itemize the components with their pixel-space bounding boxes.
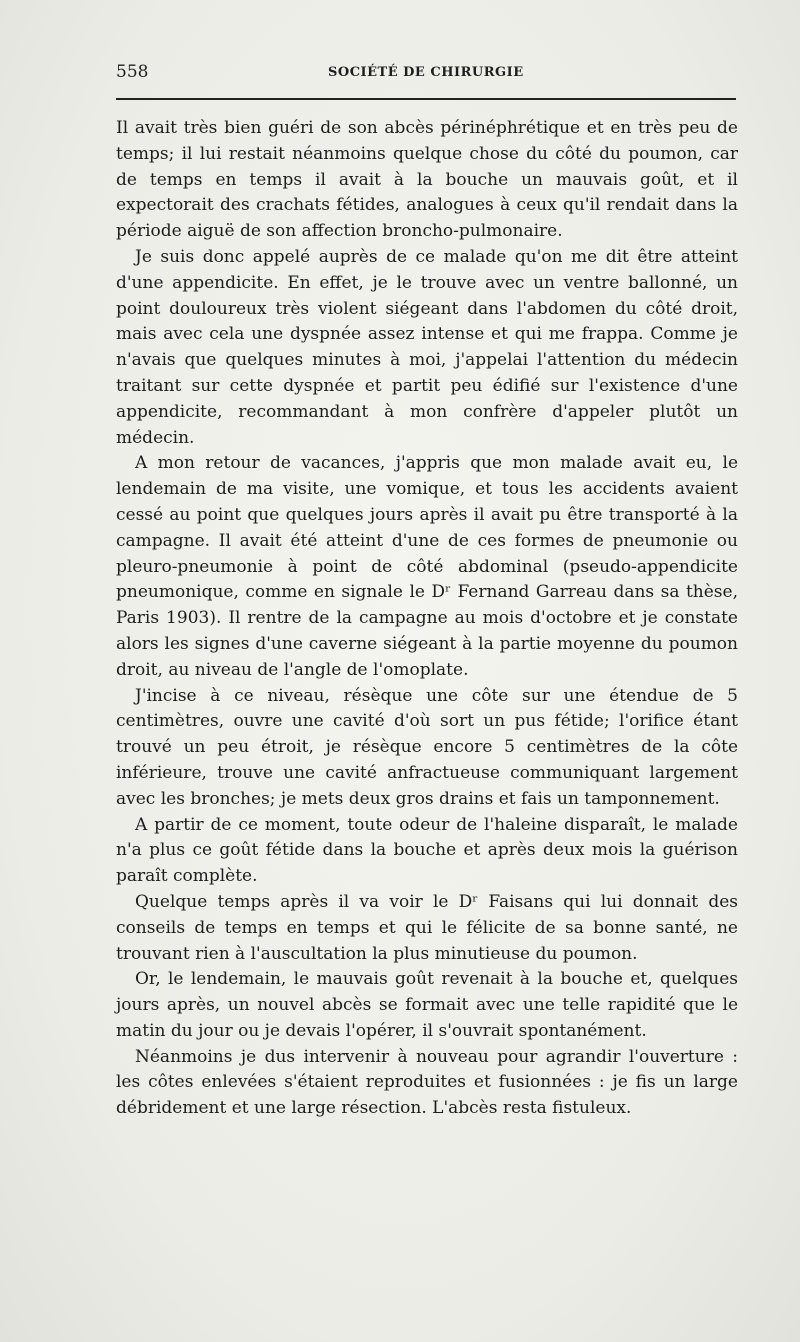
- page-number: 558: [116, 62, 149, 82]
- running-title: SOCIÉTÉ DE CHIRURGIE: [328, 65, 524, 80]
- paragraph: A partir de ce moment, toute odeur de l'haleine disparaît, le malade n'a plus ce goût fétide dans la bouche et après deux mois la guérison paraît complète.: [116, 814, 738, 887]
- paragraph: Or, le lendemain, le mauvais goût revenait à la bouche et, quelques jours après, un nouvel abcès se formait avec une telle rapidité que le matin du jour ou je devais l'opérer, il s'ouvrait spontanément.: [116, 969, 738, 1041]
- paragraph: J'incise à ce niveau, résèque une côte sur une étendue de 5 centimètres, ouvre une cavité d'où sort un pus fétide; l'orifice étant trouvé un peu étroit, je résèque encore 5 centimètres de la côte inférieure, trouve une cavité anfractueuse communiquant largement avec les bronches; je mets deux gros drains et fais un tamponnement.: [116, 685, 738, 809]
- paragraph: A mon retour de vacances, j'appris que mon malade avait eu, le lendemain de ma visite, une vomique, et tous les accidents avaient cessé au point que quelques jours après il avait pu être transporté à la campagne. Il avait été atteint d'une de ces formes de pneumonie ou pleuro-pneumonie à point de côté abdominal (pseudo-appendicite pneumonique, comme en signale le Dʳ Fernand Garreau dans sa thèse, Paris 1903). Il rentre de la campagne au mois d'octobre et je constate alors les signes d'une caverne siégeant à la partie moyenne du poumon droit, au niveau de l'angle de l'omoplate.: [116, 453, 738, 680]
- paragraph: Quelque temps après il va voir le Dʳ Faisans qui lui donnait des conseils de temps en temps et qui le félicite de sa bonne santé, ne trouvant rien à l'auscultation la plus minutieuse du poumon.: [116, 891, 738, 964]
- paragraph: Il avait très bien guéri de son abcès périnéphrétique et en très peu de temps; il lui restait néanmoins quelque chose du côté du poumon, car de temps en temps il avait à la bouche un mauvais goût, et il expectorait des crachats fétides, analogues à ceux qu'il rendait dans la période aiguë de son affection broncho-pulmonaire.: [116, 118, 738, 242]
- header-rule: [116, 98, 736, 100]
- paragraph: Néanmoins je dus intervenir à nouveau pour agrandir l'ouverture : les côtes enlevées s'étaient reproduites et fusionnées : je fis un large débridement et une large résection. L'abcès resta fistuleux.: [116, 1046, 738, 1119]
- page-header: [116, 62, 736, 84]
- body-text: [116, 116, 738, 1122]
- paragraph: Je suis donc appelé auprès de ce malade qu'on me dit être atteint d'une appendicite. En effet, je le trouve avec un ventre ballonné, un point douloureux très violent siégeant dans l'abdomen du côté droit, mais avec cela une dyspnée assez intense et qui me frappa. Comme je n'avais que quelques minutes à moi, j'appelai l'attention du médecin traitant sur cette dyspnée et partit peu édifié sur l'existence d'une appendicite, recommandant à mon confrère d'appeler plutôt un médecin.: [116, 246, 738, 448]
